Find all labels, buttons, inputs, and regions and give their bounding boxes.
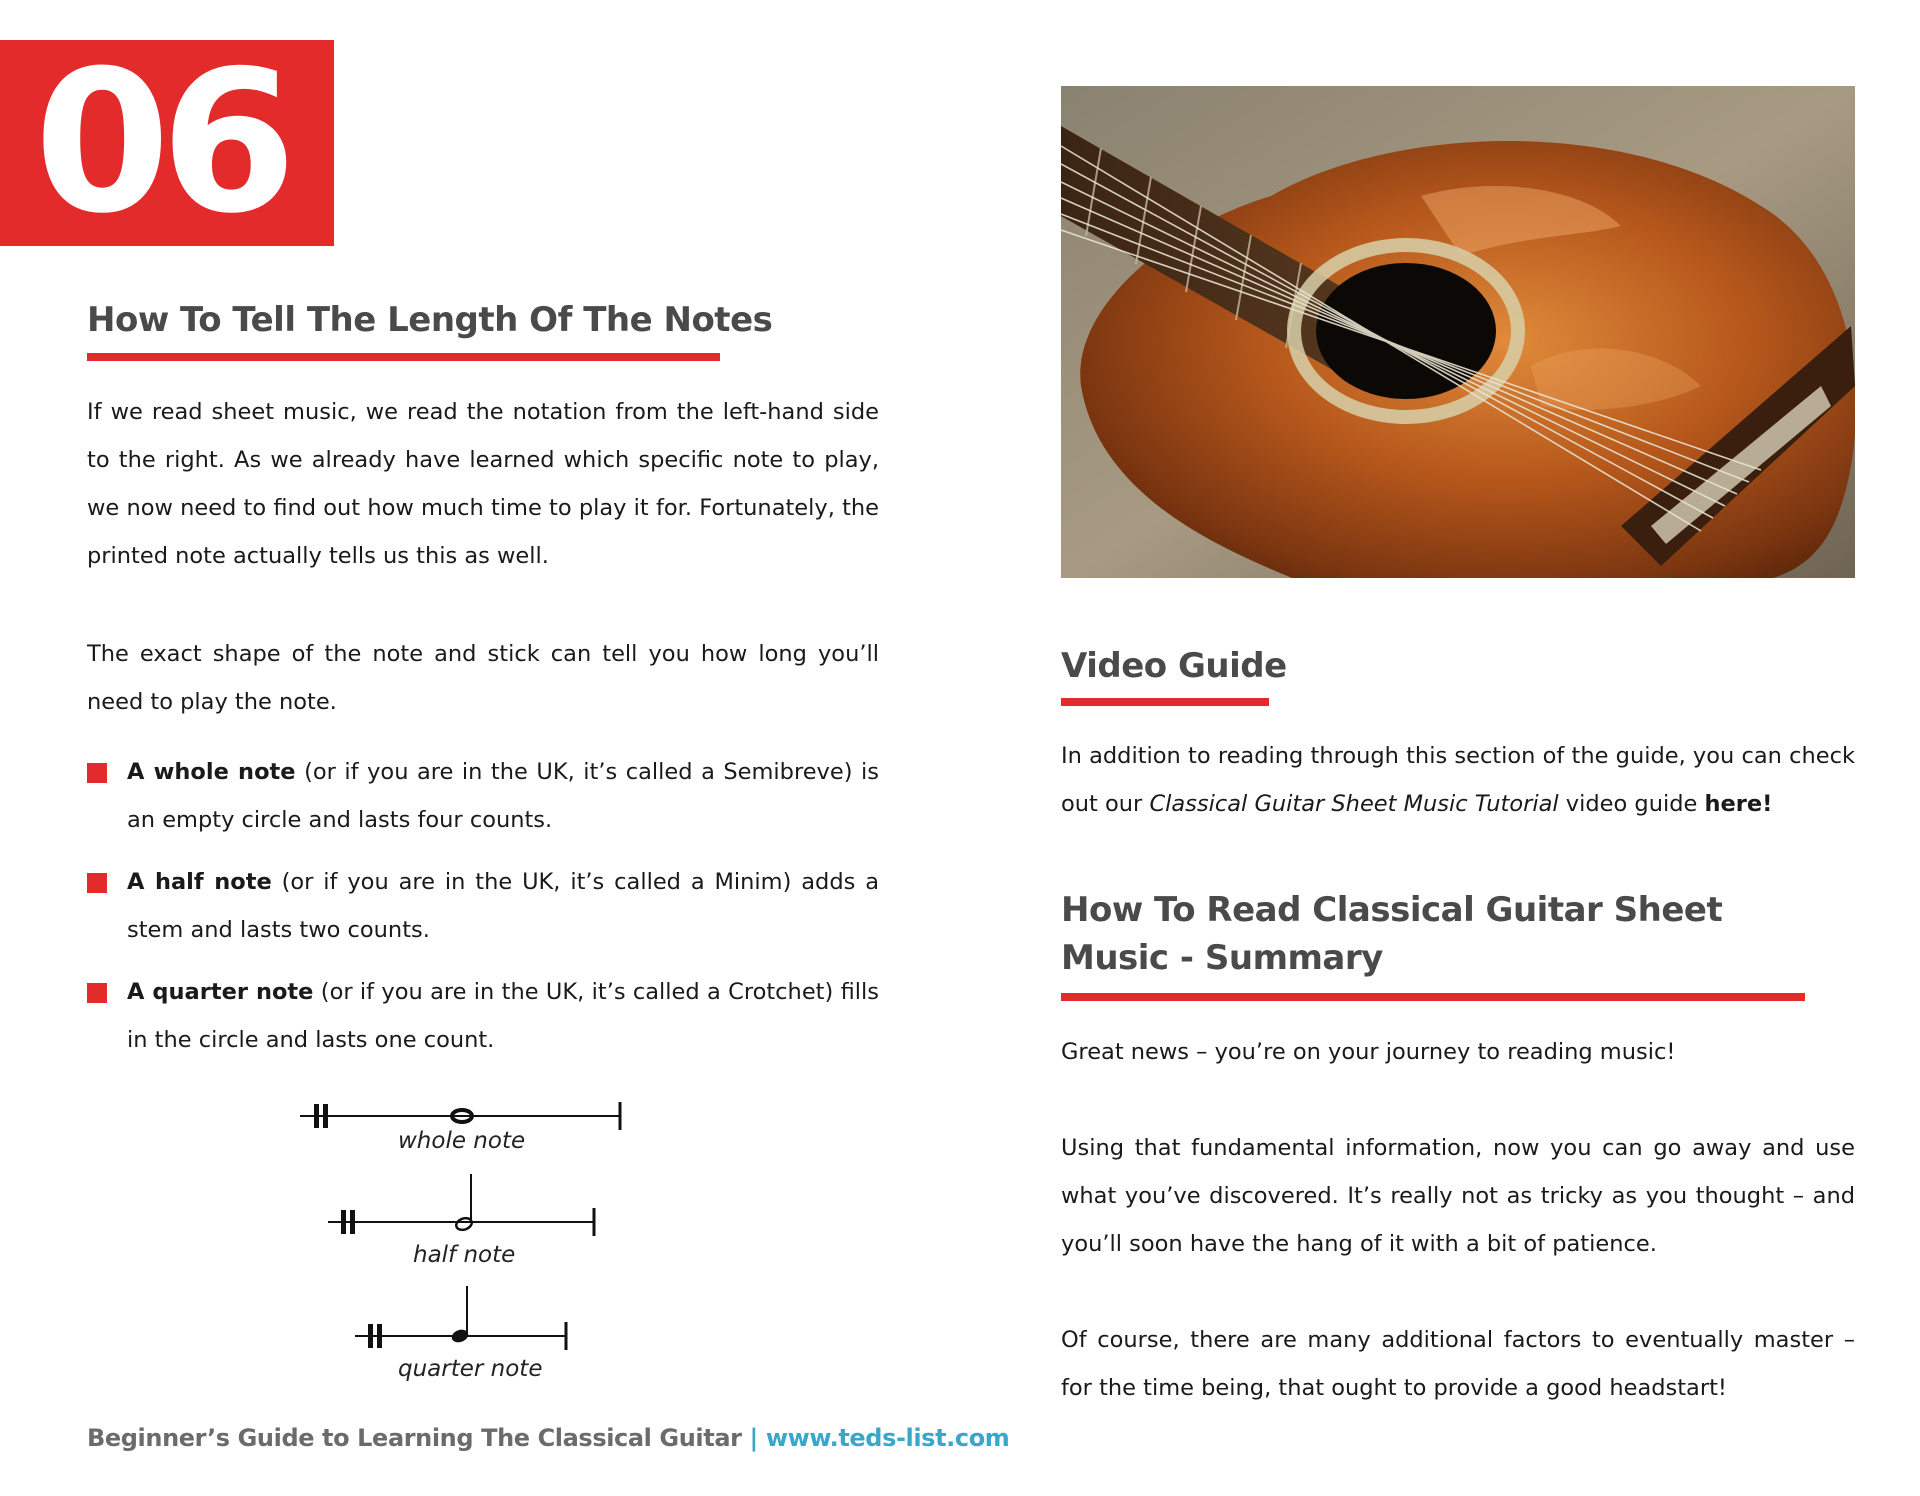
footer-separator: | [749,1424,758,1452]
bullet-square-icon [87,873,107,893]
quarter-note-staff [355,1286,566,1350]
note-duration-figure [300,1090,730,1400]
list-item-text [127,968,879,1064]
list-item-text [127,748,879,844]
paragraph-summary-body: Using that fundamental information, now you can go away and use what you’ve discovered. It’s really not as tricky as you thought – and you’ll soon have the hang of it with a bit of patience. [1061,1135,1855,1257]
paragraph-summary-closing: Of course, there are many additional factors to eventually master – for the time being, that ought to provide a good headstart! [1061,1327,1855,1401]
paragraph-note-shape: The exact shape of the note and stick can tell you how long you’ll need to play the note. [87,641,879,715]
list-item-text [127,858,879,954]
guitar-image [1061,86,1855,578]
video-text-part: In addition to reading through this section of the guide, you can check out our [1061,743,1855,817]
whole-note-staff [300,1102,620,1130]
page-footer [87,1424,1009,1452]
bullet-square-icon [87,763,107,783]
bullet-term: A quarter note [127,979,314,1005]
bullet-text: (or if you are in the UK, it’s called a Semibreve) is an empty circle and lasts four counts. [127,759,879,833]
paragraph-summary-intro: Great news – you’re on your journey to reading music! [1061,1039,1676,1065]
bullet-term: A half note [127,869,272,895]
half-note-staff [328,1174,594,1236]
video-title-italic: Classical Guitar Sheet Music Tutorial [1149,791,1559,817]
footer-title: Beginner’s Guide to Learning The Classical Guitar [87,1424,742,1452]
heading-underline [1061,993,1805,1001]
section-heading-note-length: How To Tell The Length Of The Notes [87,300,773,340]
paragraph-reading-direction: If we read sheet music, we read the notation from the left-hand side to the right. As we already have learned which specific note to play, we now need to find out how much time to play it for. Fortunately, the printed note actually tells us this as well. [87,399,879,569]
bullet-term: A whole note [127,759,296,785]
footer-website-link[interactable]: www.teds-list.com [765,1424,1010,1452]
section-heading-video-guide: Video Guide [1061,646,1287,686]
chapter-number-badge: 06 [0,40,334,246]
heading-underline [87,353,720,361]
half-note-caption: half note [413,1242,516,1268]
classical-guitar-photo [1061,86,1855,578]
whole-note-caption: whole note [398,1128,526,1154]
quarter-note-caption: quarter note [398,1356,543,1382]
heading-underline [1061,698,1269,706]
video-guide-link[interactable]: here! [1704,791,1773,817]
bullet-text: (or if you are in the UK, it’s called a Crotchet) fills in the circle and lasts one count. [127,979,879,1053]
bullet-square-icon [87,983,107,1003]
bullet-text: (or if you are in the UK, it’s called a Minim) adds a stem and lasts two counts. [127,869,879,943]
video-text-part: video guide [1558,791,1705,817]
paragraph-video-guide [1061,732,1855,828]
section-heading-summary: How To Read Classical Guitar Sheet Music - Summary [1061,890,1723,978]
